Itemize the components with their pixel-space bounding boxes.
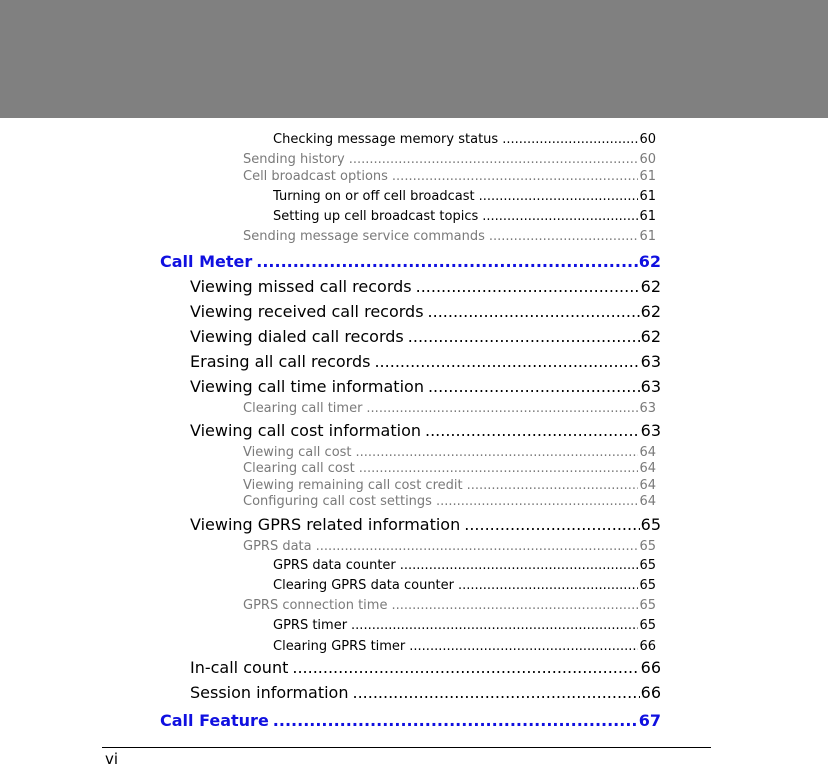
toc-entry-page: 64 xyxy=(639,445,656,460)
toc-leader-dots xyxy=(356,445,639,461)
toc-entry[interactable] xyxy=(273,617,656,634)
toc-entry-title: Sending history xyxy=(243,152,345,167)
toc-entry[interactable] xyxy=(190,377,661,397)
toc-entry[interactable] xyxy=(190,352,661,372)
toc-entry-title: Clearing call cost xyxy=(243,461,355,476)
toc-entry[interactable] xyxy=(243,461,656,477)
toc-entry-page: 65 xyxy=(639,558,656,573)
toc-entry-page: 62 xyxy=(640,327,661,346)
header-band xyxy=(0,0,828,118)
toc-leader-dots xyxy=(366,401,638,417)
toc-entry-title: In-call count xyxy=(190,658,289,677)
toc-section-heading[interactable] xyxy=(160,252,661,272)
toc-entry[interactable] xyxy=(243,478,656,494)
toc-entry[interactable] xyxy=(190,302,661,322)
toc-leader-dots xyxy=(479,188,639,205)
toc-entry-title: Viewing call cost xyxy=(243,445,352,460)
toc-entry-page: 65 xyxy=(639,598,656,613)
toc-entry-page: 65 xyxy=(640,515,661,534)
toc-leader-dots xyxy=(273,711,638,731)
toc-entry-page: 62 xyxy=(640,302,661,321)
toc-entry-title: Viewing received call records xyxy=(190,302,424,321)
toc-entry[interactable] xyxy=(243,494,656,510)
toc-entry-page: 61 xyxy=(639,209,656,224)
toc-entry-title: Viewing call cost information xyxy=(190,421,421,440)
toc-entry[interactable] xyxy=(243,229,656,245)
toc-leader-dots xyxy=(502,131,638,148)
toc-entry-title: Configuring call cost settings xyxy=(243,494,432,509)
toc-entry-page: 61 xyxy=(639,229,656,244)
toc-entry-title: Viewing missed call records xyxy=(190,277,412,296)
toc-entry-title: Checking message memory status xyxy=(273,132,499,147)
toc-entry-title: Clearing call timer xyxy=(243,401,363,416)
toc-entry-page: 64 xyxy=(639,478,656,493)
toc-entry-page: 63 xyxy=(640,421,661,440)
toc-entry[interactable] xyxy=(190,277,661,297)
toc-entry-page: 65 xyxy=(639,618,656,633)
toc-leader-dots xyxy=(464,515,639,535)
toc-entry-page: 63 xyxy=(639,401,656,416)
toc-entry-page: 66 xyxy=(640,683,661,702)
toc-entry-page: 64 xyxy=(639,494,656,509)
toc-leader-dots xyxy=(409,638,638,655)
toc-leader-dots xyxy=(436,494,639,510)
toc-entry-page: 63 xyxy=(640,352,661,371)
toc-leader-dots xyxy=(482,208,638,225)
toc-leader-dots xyxy=(374,352,639,372)
toc-entry[interactable] xyxy=(243,445,656,461)
toc-entry-page: 66 xyxy=(640,658,661,677)
toc-entry-page: 61 xyxy=(639,189,656,204)
toc-entry-title: Turning on or off cell broadcast xyxy=(273,189,475,204)
toc-entry[interactable] xyxy=(243,401,656,417)
toc-entry-title: GPRS data xyxy=(243,539,312,554)
toc-entry-title: Session information xyxy=(190,683,349,702)
toc-leader-dots xyxy=(489,229,639,245)
toc-leader-dots xyxy=(256,252,637,272)
toc-entry[interactable] xyxy=(273,131,656,148)
toc-entry-page: 62 xyxy=(638,252,661,271)
toc-leader-dots xyxy=(352,683,639,703)
toc-entry[interactable] xyxy=(190,658,661,678)
toc-entry-title: Viewing remaining call cost credit xyxy=(243,478,463,493)
toc-entry-title: GPRS data counter xyxy=(273,558,396,573)
toc-entry-title: Clearing GPRS timer xyxy=(273,639,406,654)
toc-entry-title: Viewing call time information xyxy=(190,377,424,396)
toc-leader-dots xyxy=(416,277,640,297)
toc-leader-dots xyxy=(351,617,638,634)
toc-entry[interactable] xyxy=(273,577,656,594)
toc-entry[interactable] xyxy=(190,515,661,535)
toc-leader-dots xyxy=(292,658,639,678)
toc-entry-title: Cell broadcast options xyxy=(243,169,388,184)
toc-entry-title: Call Feature xyxy=(160,711,269,730)
toc-entry-title: Sending message service commands xyxy=(243,229,485,244)
toc-entry-title: Call Meter xyxy=(160,252,253,271)
toc-entry-title: GPRS connection time xyxy=(243,598,388,613)
toc-entry[interactable] xyxy=(273,188,656,205)
toc-entry-page: 65 xyxy=(639,578,656,593)
toc-entry-title: Erasing all call records xyxy=(190,352,371,371)
toc-leader-dots xyxy=(425,421,640,441)
toc-entry-page: 60 xyxy=(639,132,656,147)
toc-entry-page: 62 xyxy=(640,277,661,296)
toc-entry[interactable] xyxy=(273,557,656,574)
toc-entry-page: 61 xyxy=(639,169,656,184)
toc-entry-title: Viewing GPRS related information xyxy=(190,515,461,534)
toc-leader-dots xyxy=(408,327,640,347)
toc-leader-dots xyxy=(400,557,639,574)
toc-entry[interactable] xyxy=(243,598,656,614)
toc-entry-title: Setting up cell broadcast topics xyxy=(273,209,479,224)
toc-leader-dots xyxy=(392,169,639,185)
toc-entry-title: Viewing dialed call records xyxy=(190,327,404,346)
toc-entry-page: 63 xyxy=(640,377,661,396)
toc-entry-page: 65 xyxy=(639,539,656,554)
toc-leader-dots xyxy=(428,302,640,322)
page-number: vi xyxy=(105,750,119,768)
toc-entry[interactable] xyxy=(243,169,656,185)
toc-entry-page: 64 xyxy=(639,461,656,476)
toc-entry[interactable] xyxy=(190,421,661,441)
toc-entry-title: Clearing GPRS data counter xyxy=(273,578,454,593)
toc-entry[interactable] xyxy=(273,208,656,225)
toc-entry[interactable] xyxy=(190,683,661,703)
toc-leader-dots xyxy=(428,377,640,397)
toc-entry[interactable] xyxy=(273,638,656,655)
toc-entry[interactable] xyxy=(243,152,656,168)
toc-section-heading[interactable] xyxy=(160,711,661,731)
toc-entry-page: 60 xyxy=(639,152,656,167)
toc-leader-dots xyxy=(359,461,639,477)
toc-entry-page: 66 xyxy=(639,639,656,654)
toc-leader-dots xyxy=(316,539,639,555)
toc-entry-title: GPRS timer xyxy=(273,618,348,633)
toc-leader-dots xyxy=(349,152,639,168)
toc-entry-page: 67 xyxy=(638,711,661,730)
footer-rule xyxy=(102,747,711,748)
toc-leader-dots xyxy=(458,577,638,594)
toc-entry[interactable] xyxy=(190,327,661,347)
toc-leader-dots xyxy=(391,598,638,614)
toc-entry[interactable] xyxy=(243,539,656,555)
toc-leader-dots xyxy=(467,478,639,494)
